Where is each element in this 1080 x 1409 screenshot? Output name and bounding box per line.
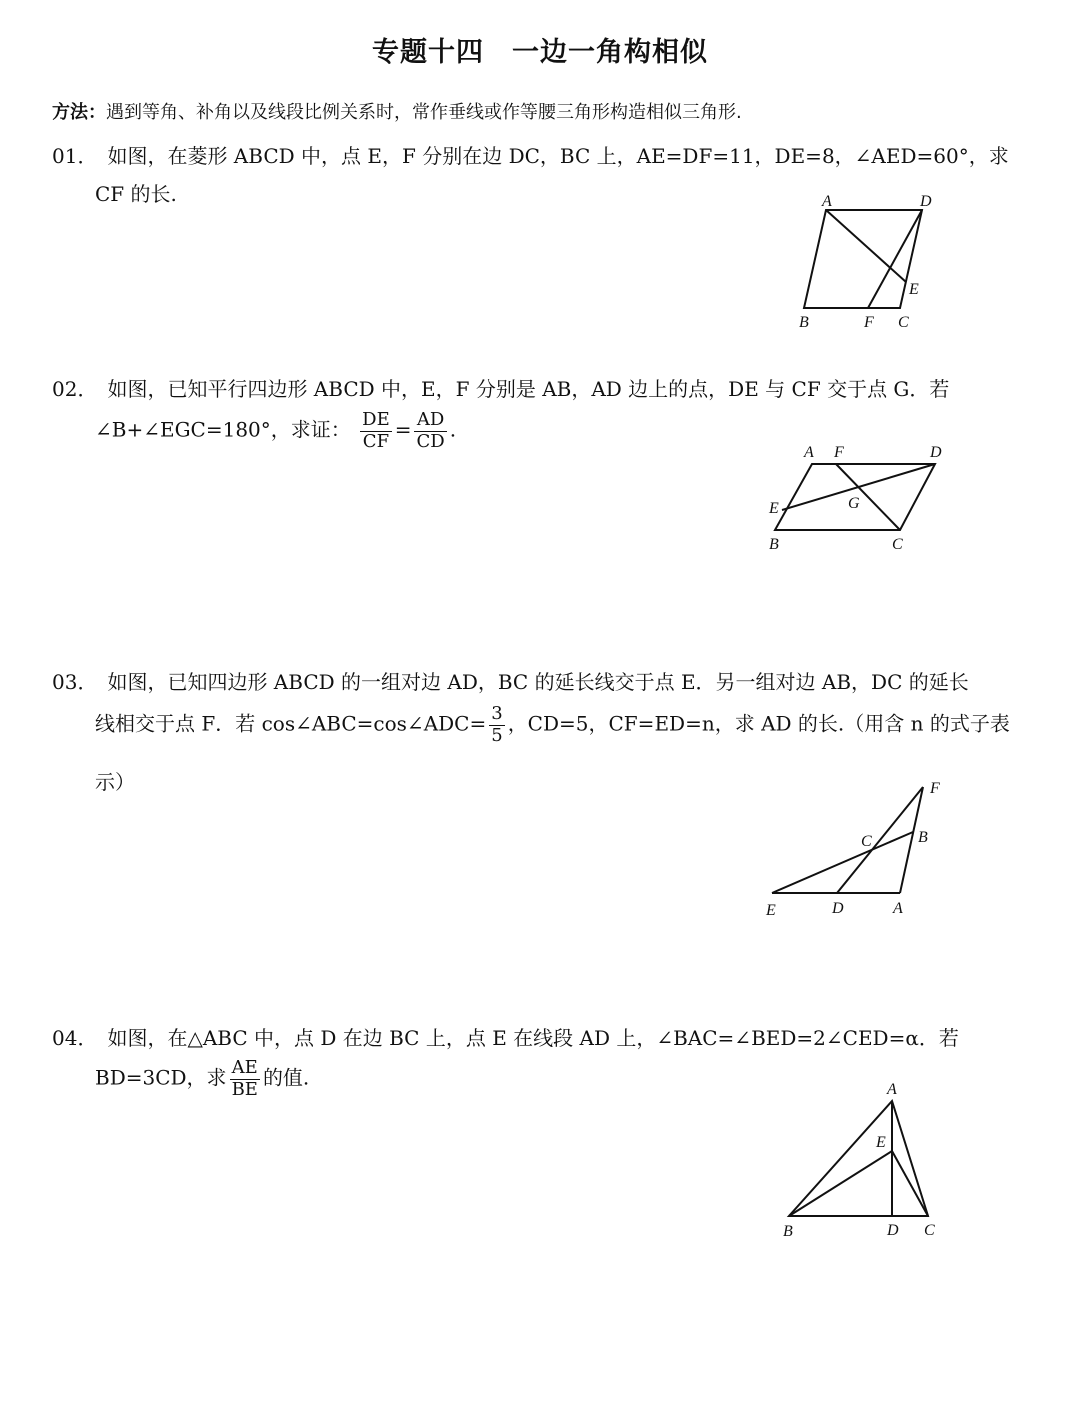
label-d: D (930, 444, 942, 461)
label-f: F (864, 314, 874, 331)
problem-4-line-1 (52, 1022, 959, 1051)
label-e: E (876, 1134, 886, 1151)
method-label: 方法： (52, 102, 106, 123)
problem-2-text-1: 如图，已知平行四边形 ABCD 中，E，F 分别是 AB，AD 边上的点，DE 与 CF 交于点 G．若 (107, 377, 950, 401)
problem-2-line-1 (52, 373, 949, 402)
problem-3-text-3: 示） (95, 770, 135, 794)
problem-3-text-1: 如图，已知四边形 ABCD 的一组对边 AD，BC 的延长线交于点 E．另一组对边 AB，DC 的延长 (107, 670, 969, 694)
label-a: A (804, 444, 814, 461)
segment-be (789, 1151, 892, 1216)
problem-3-line-2 (95, 704, 1010, 746)
problem-2-line-2 (95, 410, 456, 452)
problem-1-line-1 (52, 140, 1009, 169)
problem-4-text-1: 如图，在△ABC 中，点 D 在边 BC 上，点 E 在线段 AD 上，∠BAC=∠BED=2∠CED=α．若 (107, 1026, 959, 1050)
fraction-denominator: 5 (491, 724, 503, 746)
label-b: B (783, 1223, 793, 1240)
problem-2-figure (762, 440, 952, 555)
label-a: A (893, 900, 903, 917)
problem-4-figure (775, 1075, 955, 1250)
label-b: B (769, 536, 779, 553)
label-c: C (924, 1222, 935, 1239)
label-f: F (834, 444, 844, 461)
problem-3-text-2a: 线相交于点 F．若 cos∠ABC=cos∠ADC= (95, 711, 487, 736)
label-c: C (861, 833, 872, 850)
fraction-numerator: 3 (491, 703, 503, 724)
segment-fc (836, 464, 900, 530)
label-e: E (769, 500, 779, 517)
page-title: 专题十四 一边一角构相似 (372, 37, 708, 68)
problem-1-text-1: 如图，在菱形 ABCD 中，点 E，F 分别在边 DC，BC 上，AE=DF=11，DE=8，∠AED=60°，求 (107, 144, 1009, 168)
label-e: E (909, 281, 919, 298)
problem-2-text-2: ∠B+∠EGC=180°，求证： (95, 417, 351, 442)
problem-4-text-2a: BD=3CD，求 (95, 1065, 227, 1090)
fraction-denominator: CF (362, 430, 390, 452)
fraction-denominator: BE (231, 1078, 258, 1100)
method-text: 遇到等角、补角以及线段比例关系时，常作垂线或作等腰三角形构造相似三角形. (106, 102, 742, 123)
problem-2-number: 02． (52, 377, 98, 401)
label-d: D (887, 1222, 899, 1239)
label-a: A (887, 1081, 897, 1098)
segment-eb (772, 832, 913, 893)
fraction-3-5 (489, 704, 504, 746)
problem-1-number: 01． (52, 144, 98, 168)
label-d: D (920, 193, 932, 210)
fraction-de-cf (360, 410, 392, 452)
problem-4-line-2 (95, 1058, 309, 1100)
label-a: A (822, 193, 832, 210)
fraction-numerator: AE (230, 1058, 260, 1080)
fraction-numerator: AD (414, 410, 446, 432)
problem-1-figure (780, 190, 950, 335)
problem-3-text-2b: ，CD=5，CF=ED=n，求 AD 的长.（用含 n 的式子表 (507, 711, 1010, 736)
rhombus-abcd (804, 210, 922, 308)
segment-ae (826, 210, 906, 282)
problem-4-text-2b: 的值. (262, 1065, 310, 1090)
label-d: D (832, 900, 844, 917)
label-e: E (766, 902, 776, 919)
equals-sign: = (394, 417, 412, 442)
label-b: B (918, 829, 928, 846)
fraction-ad-cd (414, 410, 446, 452)
period: . (449, 417, 457, 442)
problem-1-text-2: CF 的长. (95, 182, 177, 206)
label-c: C (892, 536, 903, 553)
fraction-numerator: DE (362, 409, 390, 430)
label-g: G (848, 495, 860, 512)
problem-4-number: 04． (52, 1026, 98, 1050)
method-note (52, 98, 742, 124)
fraction-denominator: CD (416, 430, 445, 452)
triangle-abc (789, 1101, 928, 1216)
fraction-ae-be (230, 1058, 260, 1100)
segment-df (837, 787, 923, 893)
problem-3-line-1 (52, 666, 969, 695)
problem-3-number: 03． (52, 670, 98, 694)
label-c: C (898, 314, 909, 331)
label-b: B (799, 314, 809, 331)
label-f: F (930, 780, 940, 797)
problem-3-figure (760, 775, 960, 925)
